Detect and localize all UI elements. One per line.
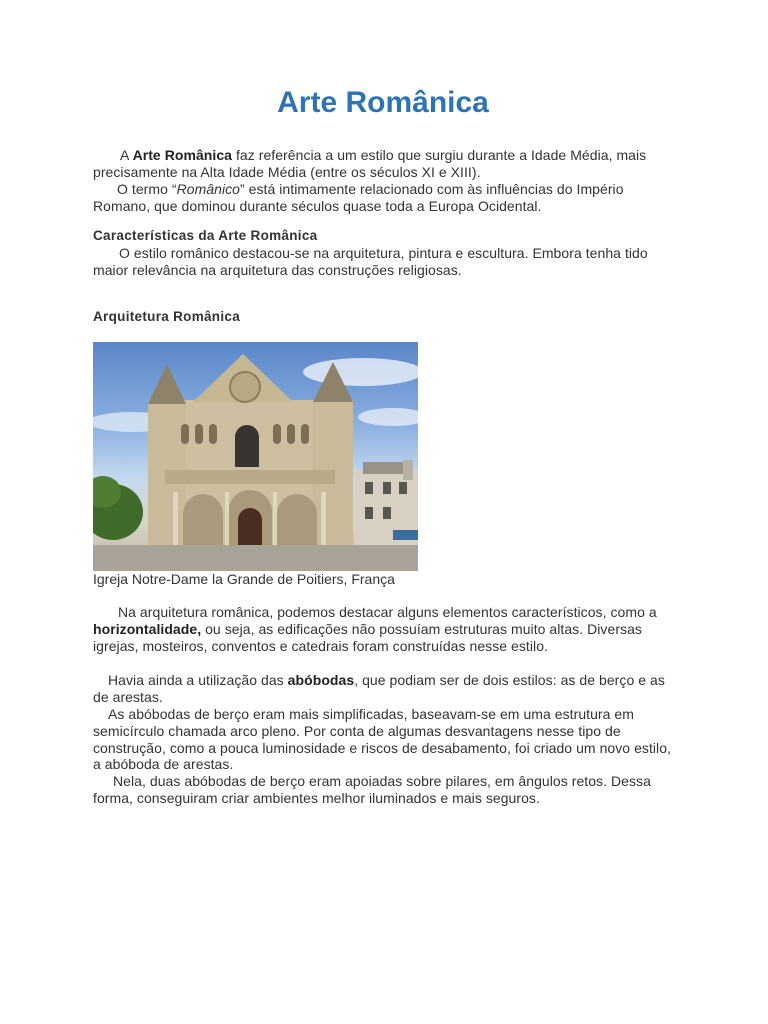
- architecture-paragraph-4: [93, 773, 678, 807]
- page-title: Arte Românica: [277, 86, 489, 119]
- architecture-p1-bold: horizontalidade,: [93, 620, 202, 637]
- architecture-paragraph-2: [93, 672, 678, 706]
- architecture-p1-text-b: ou seja, as edificações não possuíam estruturas muito altas. Diversas igrejas, mosteiros, conventos e catedrais foram construídas nesse estilo.: [93, 620, 642, 654]
- architecture-p2-text-a: Havia ainda a utilização das: [108, 672, 288, 688]
- intro-p1-text-b: faz referência a um estilo que surgiu durante a Idade Média, mais precisamente na Alta Idade Média (entre os séculos XI e XIII).: [93, 147, 647, 180]
- intro-p1-text-a: A: [120, 147, 133, 163]
- image-caption: Igreja Notre-Dame la Grande de Poitiers, França: [93, 571, 395, 587]
- intro-p2-text-a: O termo “: [117, 181, 177, 197]
- church-illustration: [93, 342, 418, 571]
- architecture-paragraph-3: [93, 706, 678, 773]
- intro-p1-bold: Arte Românica: [132, 147, 233, 163]
- architecture-p2-text-b: , que podiam ser de dois estilos: as de berço e as de arestas.: [93, 672, 665, 705]
- intro-paragraph-1: [93, 147, 678, 181]
- architecture-p4-text: Nela, duas abóbodas de berço eram apoiadas sobre pilares, em ângulos retos. Dessa forma, conseguiram criar ambientes melhor iluminados e mais seguros.: [93, 773, 651, 806]
- intro-paragraph-2: [93, 181, 678, 215]
- characteristics-heading: Características da Arte Românica: [93, 228, 318, 243]
- church-photo: [93, 342, 418, 571]
- architecture-heading: Arquitetura Românica: [93, 309, 241, 324]
- architecture-p2-bold: abóbodas: [287, 672, 355, 688]
- characteristics-text: O estilo românico destacou-se na arquitetura, pintura e escultura. Embora tenha tido maior relevância na arquitetura das construções religiosas.: [93, 245, 648, 278]
- intro-p2-text-b: ” está intimamente relacionado com às influências do Império Romano, que dominou durante séculos quase toda a Europa Ocidental.: [93, 181, 624, 214]
- architecture-paragraph-1: [93, 604, 678, 654]
- characteristics-paragraph: [93, 245, 678, 279]
- intro-p2-italic: Românico: [176, 181, 241, 197]
- architecture-p3-text: As abóbodas de berço eram mais simplificadas, baseavam-se em uma estrutura em semicírculo chamada arco pleno. Por conta de algumas desvantagens nesse tipo de construção, como a pouca luminosidade e riscos de desabamento, foi criado um novo estilo, a abóboda de arestas.: [93, 706, 671, 773]
- architecture-p1-text-a: Na arquitetura românica, podemos destacar alguns elementos característicos, como a: [118, 604, 657, 620]
